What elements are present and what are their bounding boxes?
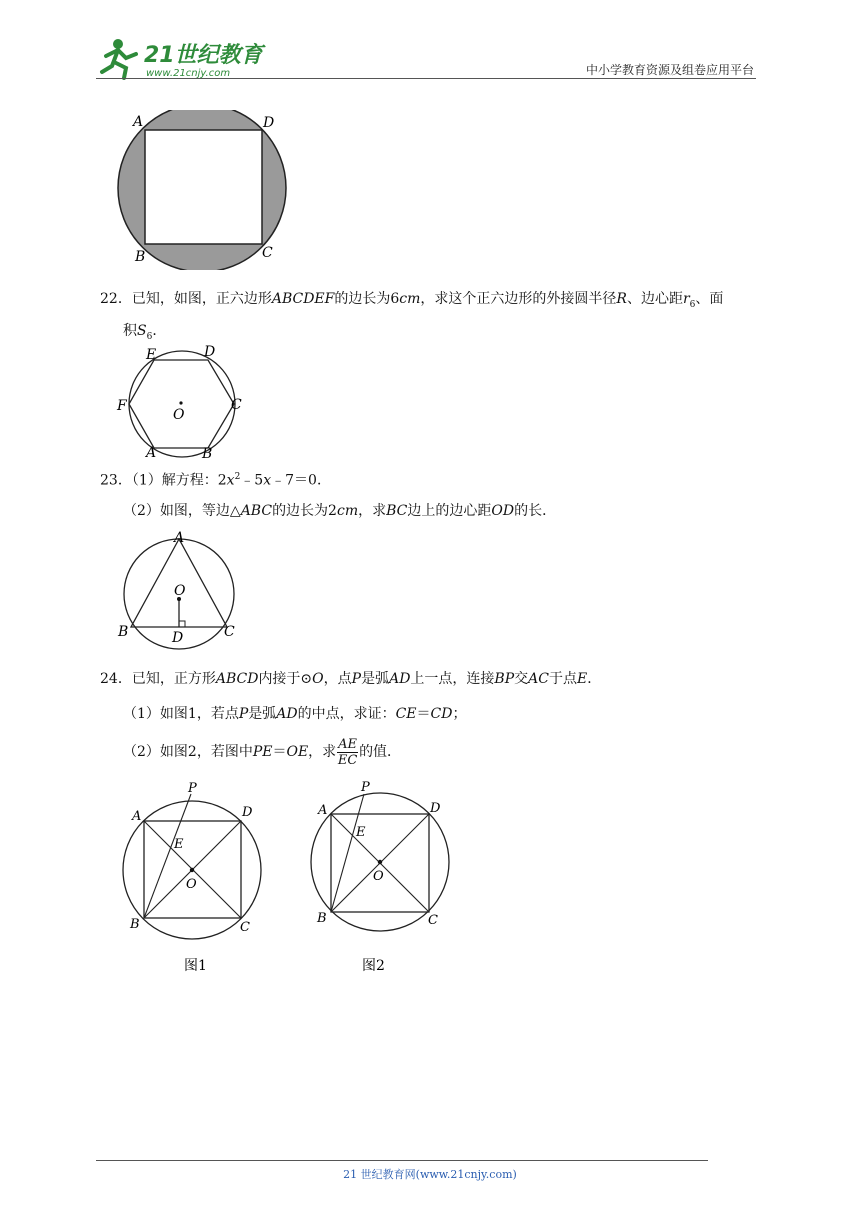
svg-text:A: A (132, 809, 142, 824)
footer-divider (96, 1160, 708, 1161)
svg-text:D: D (242, 805, 253, 820)
svg-text:C: C (428, 913, 438, 928)
fig-hexagon (112, 340, 252, 464)
svg-text:A: A (174, 530, 185, 546)
fig2-caption: 图2 (362, 958, 385, 974)
site-logo (96, 36, 296, 80)
svg-text:A: A (146, 445, 157, 461)
svg-text:A: A (133, 114, 144, 130)
footer-link[interactable]: 21 世纪教育网(www.21cnjy.com) (343, 1168, 517, 1181)
svg-text:B: B (135, 249, 146, 265)
svg-text:O: O (173, 407, 185, 423)
svg-text:D: D (172, 630, 184, 646)
svg-text:C: C (240, 920, 250, 935)
q22-line1: 22．已知，如图，正六边形ABCDEF的边长为6cm，求这个正六边形的外接圆半径R、边心距$r_6$、面 (100, 291, 724, 310)
fig24-2 (304, 776, 464, 976)
svg-text:E: E (146, 347, 157, 363)
svg-text:D: D (430, 801, 441, 816)
header-platform-text: 中小学教育资源及组卷应用平台 (585, 63, 754, 77)
svg-text:D: D (263, 115, 275, 131)
q24-part2: （2）如图2，若图中PE＝OE，求 $\frac{AE}{EC}$ 的值． (123, 736, 402, 768)
svg-text:A: A (318, 803, 328, 818)
q24-stem: 24．已知，正方形ABCD内接于⊙O，点P是弧AD上一点，连接BP交AC于点E． (100, 671, 602, 687)
runner-icon (102, 39, 136, 78)
svg-text:B: B (130, 917, 140, 932)
svg-text:B: B (118, 624, 129, 640)
logo-url: www.21cnjy.com (146, 68, 231, 79)
fig-triangle (112, 528, 248, 654)
svg-text:C: C (224, 624, 235, 640)
fraction-ae-ec: $\frac{AE}{EC}$ (337, 736, 358, 768)
svg-text:O: O (174, 583, 186, 599)
svg-text:O: O (186, 877, 197, 892)
svg-text:C: C (231, 397, 242, 413)
svg-text:P: P (361, 780, 370, 795)
header-divider (96, 78, 756, 79)
svg-text:F: F (117, 398, 127, 414)
svg-text:E: E (356, 825, 366, 840)
logo-text: 21世纪教育 (144, 43, 263, 68)
svg-text:E: E (174, 837, 184, 852)
svg-text:P: P (188, 781, 197, 796)
q22-line2: 积$S_6$． (123, 323, 167, 342)
svg-text:B: B (202, 446, 213, 462)
svg-text:O: O (373, 869, 384, 884)
svg-text:C: C (262, 245, 273, 261)
q23-part2: （2）如图，等边△ABC的边长为2cm，求BC边上的边心距OD的长． (123, 503, 557, 519)
fig24-1 (116, 776, 276, 976)
fig-square-in-circle (112, 110, 296, 270)
q23-part1: 23．（1）解方程：$2x^2﹣5x﹣7=0$． (100, 472, 331, 489)
q24-part1: （1）如图1，若点P是弧AD的中点，求证：CE＝CD； (123, 706, 467, 722)
svg-text:B: B (317, 911, 327, 926)
fig1-caption: 图1 (184, 958, 207, 974)
svg-text:D: D (204, 344, 216, 360)
